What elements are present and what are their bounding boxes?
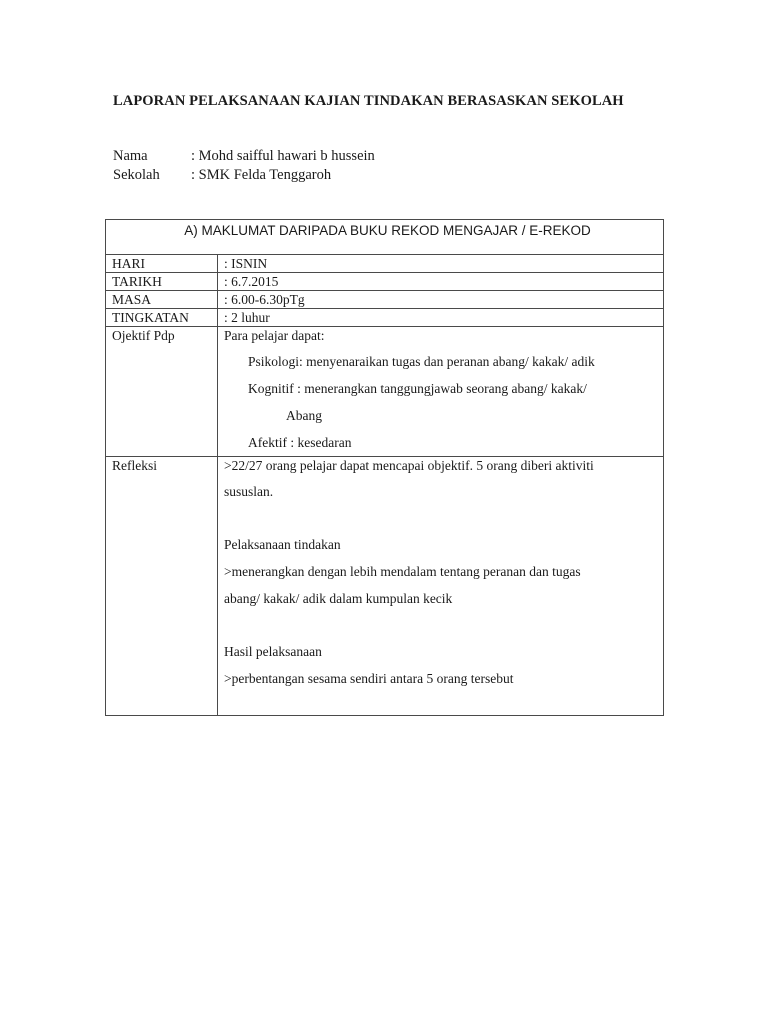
table-row [106,273,664,291]
table-row [106,309,664,327]
record-table [105,219,664,716]
row-key: TARIKH [106,273,218,291]
refleksi-tindakan-heading: Pelaksanaan tindakan [224,537,341,552]
row-key: Refleksi [106,457,218,716]
objektif-afektif: Afektif : kesedaran [248,435,352,450]
row-key: Ojektif Pdp [106,327,218,457]
objektif-psikologi: Psikologi: menyenaraikan tugas dan peranan abang/ kakak/ adik [248,354,595,369]
table-header-row [106,220,664,255]
info-value: : Mohd saifful hawari b hussein [191,148,375,164]
row-value: : 6.00-6.30pTg [218,291,664,309]
objektif-kognitif: Kognitif : menerangkan tanggungjawab seorang abang/ kakak/ [248,381,587,396]
refleksi-hasil-heading: Hasil pelaksanaan [224,644,322,659]
info-key: Nama [113,148,148,164]
table-row-refleksi [106,457,664,716]
refleksi-line: >22/27 orang pelajar dapat mencapai objektif. 5 orang diberi aktiviti [224,458,594,473]
info-row-nama [113,147,375,166]
table-row [106,255,664,273]
row-value: : 6.7.2015 [218,273,664,291]
info-value: : SMK Felda Tenggaroh [191,167,332,183]
refleksi-line: abang/ kakak/ adik dalam kumpulan kecik [224,591,453,606]
table-row-objektif [106,327,664,457]
spacer [224,505,663,531]
objektif-intro: Para pelajar dapat: [224,328,325,343]
info-key: Sekolah [113,167,160,183]
objektif-cell [218,327,664,457]
row-value: : 2 luhur [218,309,664,327]
refleksi-line: sususlan. [224,484,274,499]
row-key: HARI [106,255,218,273]
table-row [106,291,664,309]
info-row-sekolah [113,166,375,185]
table-header: A) MAKLUMAT DARIPADA BUKU REKOD MENGAJAR / E-REKOD [106,220,664,255]
row-value: : ISNIN [218,255,664,273]
refleksi-line: >menerangkan dengan lebih mendalam tentang peranan dan tugas [224,564,581,579]
objektif-kognitif-cont: Abang [286,408,322,423]
row-key: TINGKATAN [106,309,218,327]
document-title: LAPORAN PELAKSANAAN KAJIAN TINDAKAN BERASASKAN SEKOLAH [113,93,624,109]
info-block [113,147,375,185]
refleksi-line: >perbentangan sesama sendiri antara 5 orang tersebut [224,671,514,686]
row-key: MASA [106,291,218,309]
spacer [224,612,663,638]
refleksi-cell [218,457,664,716]
